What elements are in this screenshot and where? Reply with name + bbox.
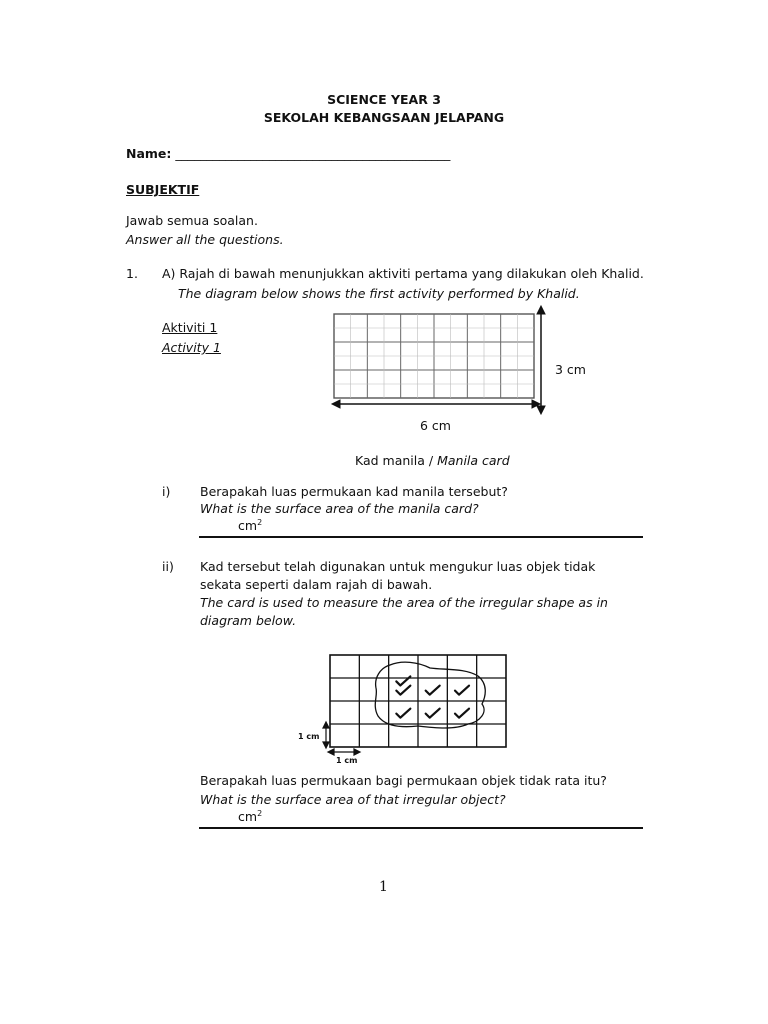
scale-horizontal-label: 1 cm — [336, 756, 358, 765]
activity-label-english: Activity 1 — [162, 340, 221, 355]
page-number: 1 — [379, 879, 388, 895]
question-1a-english: The diagram below shows the first activity performed by Khalid. — [178, 286, 580, 301]
subquestion-i-malay: Berapakah luas permukaan kad manila tersebut? — [200, 484, 508, 499]
subquestion-ii-english-line2: diagram below. — [200, 613, 297, 628]
checkmark-icon — [396, 686, 410, 695]
subquestion-i-english: What is the surface area of the manila card? — [200, 501, 479, 516]
height-label: 3 cm — [555, 362, 586, 377]
subquestion-ii-malay-line2: sekata seperti dalam rajah di bawah. — [200, 577, 433, 592]
activity-label-malay: Aktiviti 1 — [162, 320, 218, 335]
checkmark-icon — [426, 709, 440, 718]
unit-text: cm — [238, 809, 258, 825]
subquestion-ii-number: ii) — [162, 559, 174, 574]
unit-text: cm — [238, 518, 258, 534]
name-blank: ____________________________________________ — [175, 146, 451, 161]
answer-unit-ii — [238, 809, 262, 824]
checkmark-group — [396, 676, 469, 717]
question-number: 1. — [126, 266, 138, 281]
card-caption-malay: Kad manila / — [355, 453, 438, 468]
checkmark-icon — [396, 709, 410, 718]
name-label: Name: — [126, 146, 172, 161]
section-heading: SUBJEKTIF — [126, 182, 200, 197]
checkmark-icon — [455, 709, 469, 718]
subquestion-ii-english-line1: The card is used to measure the area of the irregular shape as in — [200, 595, 608, 610]
page-title: SCIENCE YEAR 3 — [327, 92, 441, 107]
subquestion-ii-question-english: What is the surface area of that irregular object? — [200, 792, 506, 807]
width-label: 6 cm — [420, 418, 451, 433]
instruction-english: Answer all the questions. — [126, 232, 284, 247]
scale-vertical-label: 1 cm — [298, 732, 320, 741]
subquestion-i-number: i) — [162, 484, 171, 499]
irregular-shape-grid — [330, 655, 506, 747]
card-caption-english: Manila card — [437, 453, 510, 468]
scale-markers — [323, 722, 360, 755]
question-1a-malay: A) Rajah di bawah menunjukkan aktiviti pertama yang dilakukan oleh Khalid. — [162, 266, 644, 281]
school-name: SEKOLAH KEBANGSAAN JELAPANG — [263, 110, 505, 125]
answer-line-ii[interactable] — [199, 827, 643, 829]
instruction-malay: Jawab semua soalan. — [126, 213, 258, 228]
subquestion-ii-malay-line1: Kad tersebut telah digunakan untuk mengukur luas objek tidak — [200, 559, 596, 574]
checkmark-icon — [426, 686, 440, 695]
unit-superscript: 2 — [257, 518, 263, 527]
subquestion-ii-question-malay: Berapakah luas permukaan bagi permukaan objek tidak rata itu? — [200, 773, 607, 788]
checkmark-icon — [455, 686, 469, 695]
unit-superscript: 2 — [257, 809, 263, 818]
